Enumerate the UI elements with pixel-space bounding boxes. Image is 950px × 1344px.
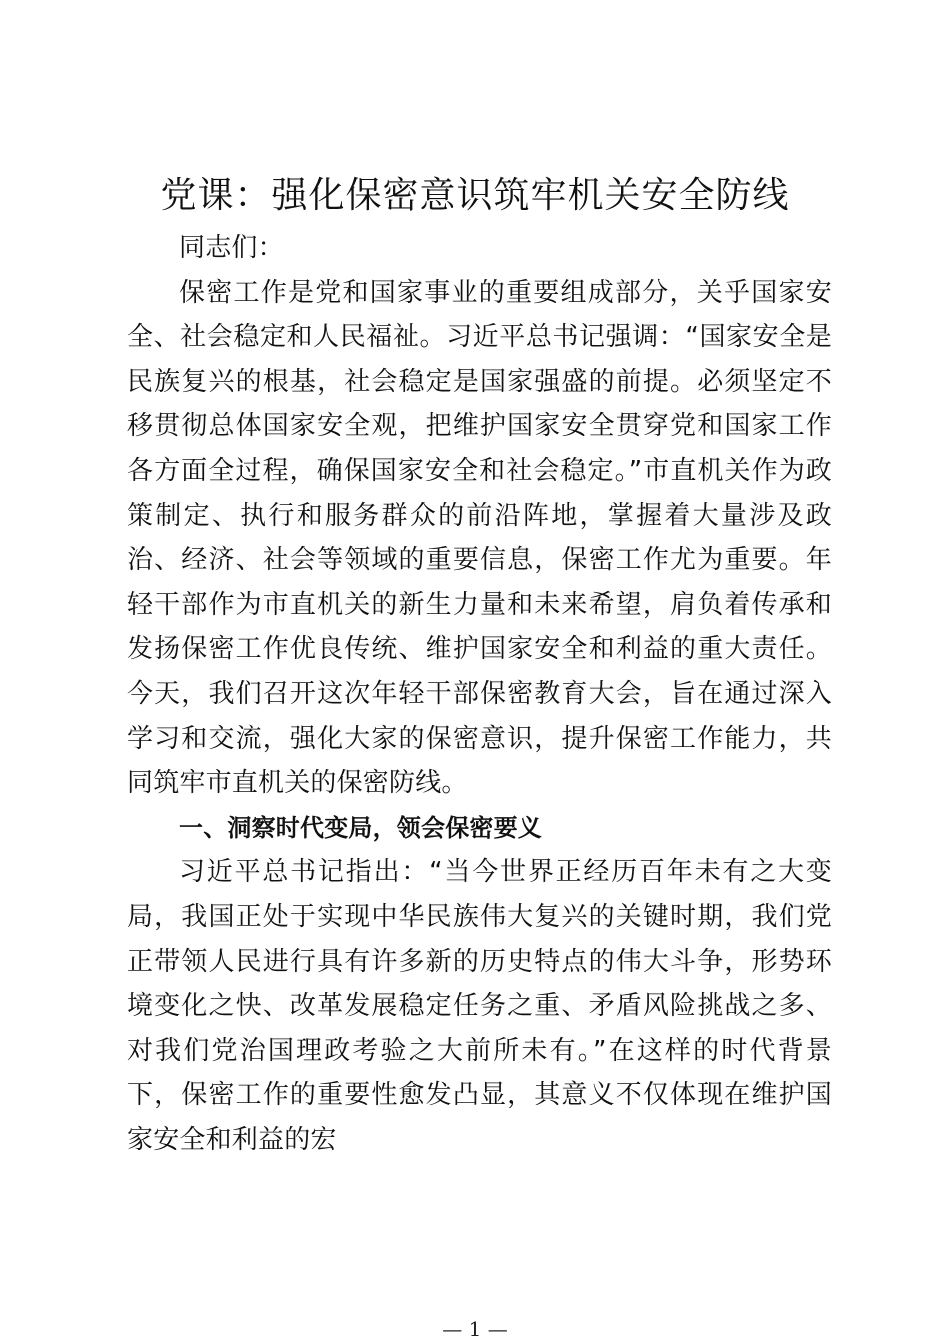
page-number: — 1 — bbox=[442, 1317, 508, 1341]
document-title: 党课：强化保密意识筑牢机关安全防线 bbox=[160, 175, 790, 216]
salutation: 同志们： bbox=[179, 233, 284, 263]
document-body bbox=[127, 226, 832, 1162]
intro-paragraph: 保密工作是党和国家事业的重要组成部分，关乎国家安全、社会稳定和人民福祉。习近平总书记强调：“国家安全是民族复兴的根基，社会稳定是国家强盛的前提。必须坚定不移贯彻总体国家安全观，把维护国家安全贯穿党和国家工作各方面全过程，确保国家安全和社会稳定。”市直机关作为政策制定、执行和服务群众的前沿阵地，掌握着大量涉及政治、经济、社会等领域的重要信息，保密工作尤为重要。年轻干部作为市直机关的新生力量和未来希望，肩负着传承和发扬保密工作优良传统、维护国家安全和利益的重大责任。今天，我们召开这次年轻干部保密教育大会，旨在通过深入学习和交流，强化大家的保密意识，提升保密工作能力，共同筑牢市直机关的保密防线。 bbox=[127, 277, 832, 799]
section-heading: 一、洞察时代变局，领会保密要义 bbox=[179, 813, 542, 842]
section-paragraph: 习近平总书记指出：“当今世界正经历百年未有之大变局，我国正处于实现中华民族伟大复兴的关键时期，我们党正带领人民进行具有许多新的历史特点的伟大斗争，形势环境变化之快、改革发展稳定任务之重、矛盾风险挑战之多、对我们党治国理政考验之大前所未有。”在这样的时代背景下，保密工作的重要性愈发凸显，其意义不仅体现在维护国家安全和利益的宏 bbox=[127, 857, 832, 1155]
